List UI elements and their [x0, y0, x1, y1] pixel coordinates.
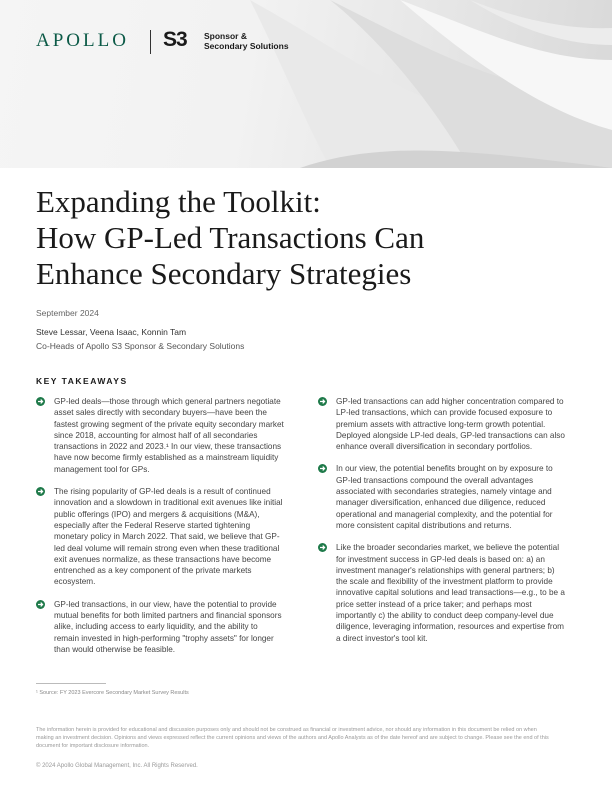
takeaway-text: GP-led deals—those through which general partners negotiate asset sales directly with secondary buyers—have been the fastest growing segment of the private equity secondary market since 2018, accounting for almost half of all secondaries transactions in 2022 and 2023.¹ In our view, these transactions have now become firmly established as a mainstream liquidity management tool for GPs.	[54, 397, 284, 474]
arrow-right-circle-icon	[318, 543, 327, 552]
hero-banner	[0, 0, 612, 168]
takeaway-text: GP-led transactions, in our view, have the potential to provide mutual benefits for both limited partners and financial sponsors alike, including access to early liquidity, and the ability to remain invested in high-performing "trophy assets" for longer than would otherwise be feasible.	[54, 599, 282, 654]
footnote: ¹ Source: FY 2023 Evercore Secondary Market Survey Results	[36, 690, 189, 696]
footnote-divider	[36, 683, 106, 684]
takeaway-text: In our view, the potential benefits brought on by exposure to GP-led transactions compound the overall advantages associated with secondaries strategies, namely vintage and manager diversification, enhanced due diligence, reduced operational and managerial complexity, and the potential for more consistent capital distributions and returns.	[336, 464, 553, 530]
publish-date: September 2024	[36, 308, 99, 318]
arrow-right-circle-icon	[36, 600, 45, 609]
arrow-right-circle-icon	[36, 397, 45, 406]
takeaways-left-column	[36, 396, 284, 666]
copyright: © 2024 Apollo Global Management, Inc. All Rights Reserved.	[36, 763, 198, 769]
takeaway-text: The rising popularity of GP-led deals is a result of continued innovation and a slowdown in traditional exit avenues like initial public offerings (IPO) and mergers & acquisitions (M&A), especially after the Federal Reserve started tightening monetary policy in March 2022. That said, we believe that GP-led deal volume will remain strong even when these traditional exit avenues normalize, as these transactions have become entrenched as a key component of the private markets ecosystem.	[54, 487, 283, 587]
apollo-logo: APOLLO	[36, 30, 129, 51]
s3-logo-mark: S3	[163, 28, 187, 51]
takeaway-text: Like the broader secondaries market, we believe the potential for investment success in GP-led deals is based on: a) an investment manager's relationships with general partners; b) the scale and flexibility of the investment platform to provide innovative capital solutions and lead transactions—e.g., to be a price setter instead of a price taker; and perhaps most importantly c) the ability to conduct deep company-level due diligence, leveraging information, resources and expertise from a direct investor's tool kit.	[336, 543, 565, 643]
s3-logo-text	[204, 31, 289, 51]
arrow-right-circle-icon	[318, 464, 327, 473]
author-role: Co-Heads of Apollo S3 Sponsor & Secondary Solutions	[36, 341, 245, 351]
takeaway-item	[36, 599, 284, 655]
arrow-right-circle-icon	[36, 487, 45, 496]
takeaway-item	[318, 396, 566, 452]
takeaway-item	[318, 463, 566, 531]
s3-logo-line2: Secondary Solutions	[204, 41, 289, 51]
key-takeaways-heading: KEY TAKEAWAYS	[36, 376, 128, 386]
arrow-right-circle-icon	[318, 397, 327, 406]
s3-logo-line1: Sponsor &	[204, 31, 247, 41]
authors: Steve Lessar, Veena Isaac, Konnin Tam	[36, 327, 187, 337]
title-line3: Enhance Secondary Strategies	[36, 256, 412, 291]
takeaway-item	[36, 396, 284, 475]
takeaway-item	[318, 542, 566, 644]
title-line1: Expanding the Toolkit:	[36, 184, 321, 219]
title-line2: How GP-Led Transactions Can	[36, 220, 425, 255]
disclaimer: The information herein is provided for educational and discussion purposes only and should not be construed as financial or investment advice, nor should any information in this document be relied on when making an investment decision. Opinions and views expressed reflect the current opinions and views of the authors and Apollo Analysts as of the date hereof and are subject to change. Please see the end of this document for important disclosure information.	[36, 727, 549, 749]
page-title	[36, 184, 596, 292]
takeaway-text: GP-led transactions can add higher concentration compared to LP-led transactions, which can provide focused exposure to premium assets with attractive long-term growth potential. Deployed alongside LP-led deals, GP-led transactions can also enhance overall diversification in secondary portfolios.	[336, 397, 565, 452]
takeaways-right-column	[318, 396, 566, 655]
logo-divider	[150, 30, 151, 54]
takeaway-item	[36, 486, 284, 588]
hero-waves	[0, 0, 612, 168]
